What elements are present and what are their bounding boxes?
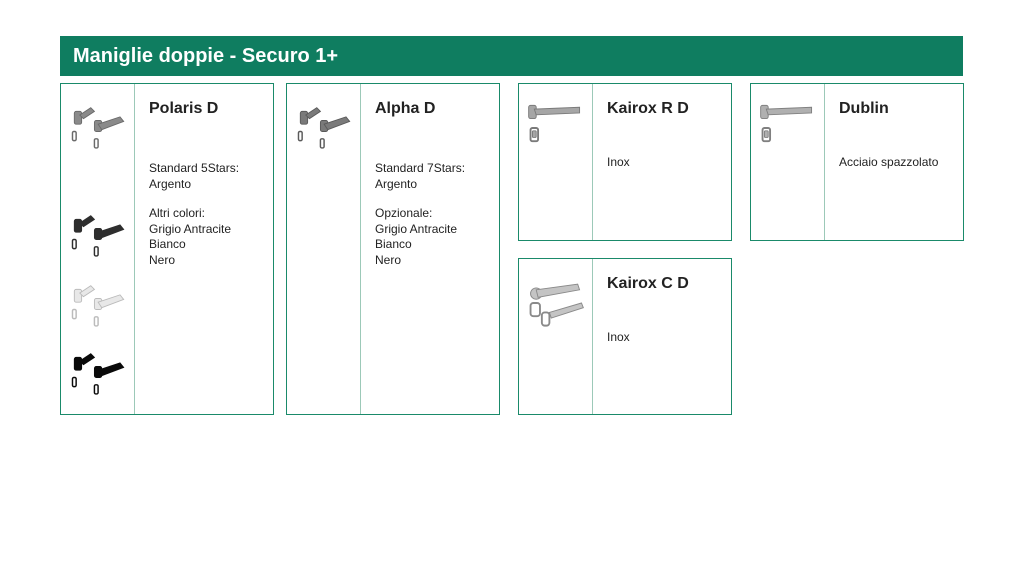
page-title: Maniglie doppie - Securo 1+ <box>60 36 963 76</box>
handle-silver-icon <box>67 96 131 156</box>
product-name: Dublin <box>839 100 889 117</box>
product-finish: Inox <box>607 330 630 344</box>
product-options: Opzionale: Grigio Antracite Bianco Nero <box>375 206 458 267</box>
product-name: Kairox R D <box>607 100 689 117</box>
column-divider <box>134 84 135 414</box>
product-images <box>61 84 134 414</box>
product-name: Polaris D <box>149 100 219 117</box>
product-images <box>287 84 360 414</box>
product-card-alpha-d[interactable] <box>286 83 500 415</box>
handle-anthracite-icon <box>67 204 131 264</box>
column-divider <box>592 259 593 414</box>
product-card-kairox-r-d[interactable] <box>518 83 732 241</box>
handle-white-icon <box>67 274 131 334</box>
product-card-kairox-c-d[interactable] <box>518 258 732 415</box>
handle-silver-icon <box>293 96 357 156</box>
product-card-polaris-d[interactable] <box>60 83 274 415</box>
handle-inox-round-icon <box>523 273 589 333</box>
handle-brushed-steel-icon <box>755 98 821 158</box>
product-colors: Altri colori: Grigio Antracite Bianco Nero <box>149 206 232 267</box>
product-finish: Inox <box>607 155 630 169</box>
column-divider <box>824 84 825 240</box>
product-images <box>519 259 592 414</box>
product-name: Kairox C D <box>607 275 689 292</box>
handle-black-icon <box>67 342 131 402</box>
product-images <box>519 84 592 240</box>
column-divider <box>592 84 593 240</box>
handle-inox-icon <box>523 98 589 158</box>
column-divider <box>360 84 361 414</box>
product-images <box>751 84 824 240</box>
product-standard: Standard 5Stars: Argento <box>149 161 240 191</box>
product-name: Alpha D <box>375 100 436 117</box>
product-finish: Acciaio spazzolato <box>839 155 939 169</box>
product-card-dublin[interactable] <box>750 83 964 241</box>
product-standard: Standard 7Stars: Argento <box>375 161 466 191</box>
